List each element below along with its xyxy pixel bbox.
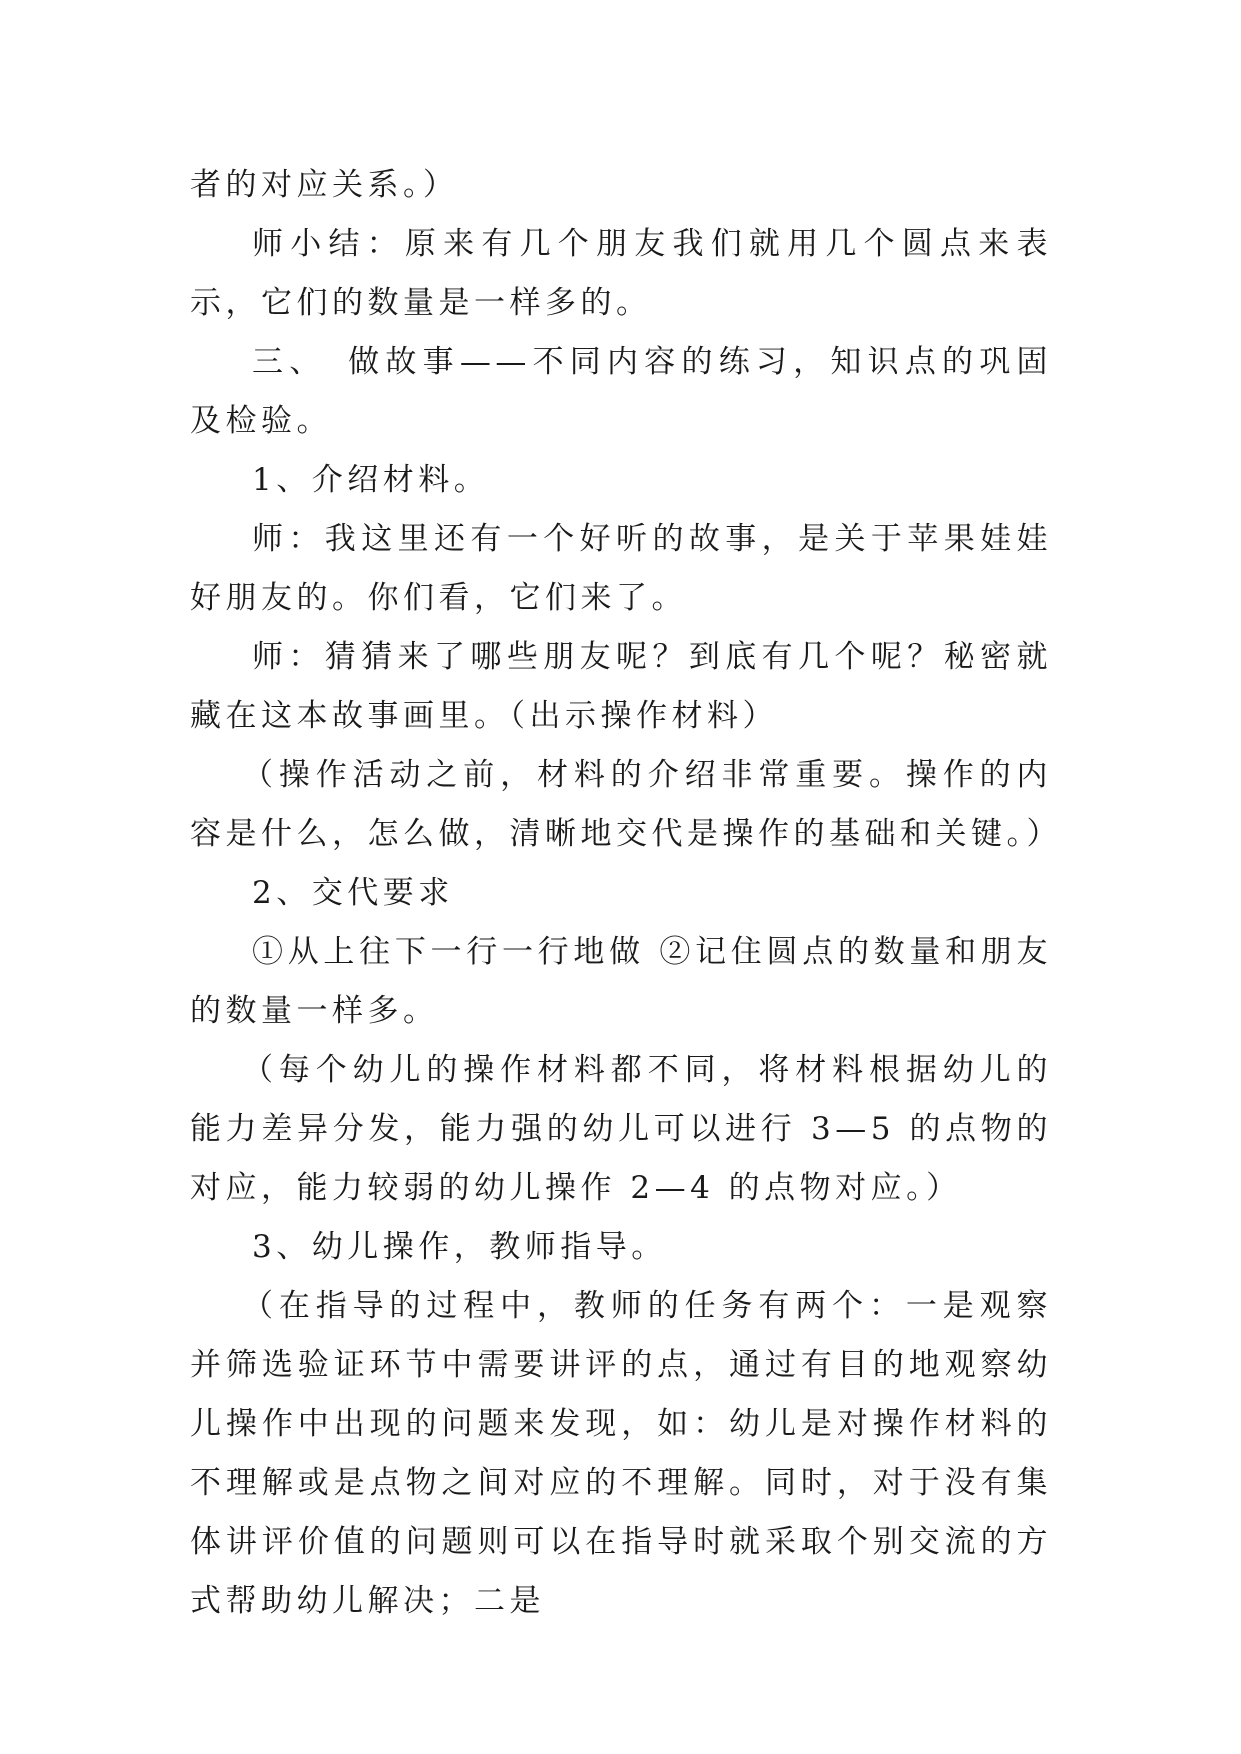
document-body xyxy=(190,156,1062,1631)
step-2-heading: 2、交代要求 xyxy=(252,875,454,911)
step-1-heading: 1、介绍材料。 xyxy=(252,462,490,498)
note-material-intro: （操作活动之前，材料的介绍非常重要。操作的内容是什么，怎么做，清晰地交代是操作的基础和关键。） xyxy=(190,757,1062,852)
paragraph-continuation: 者的对应关系。） xyxy=(190,167,459,203)
paragraph-teacher-guess: 师：猜猜来了哪些朋友呢？到底有几个呢？秘密就藏在这本故事画里。（出示操作材料） xyxy=(190,639,1052,734)
section-heading-3: 三、 做故事——不同内容的练习，知识点的巩固及检验。 xyxy=(190,344,1052,439)
note-material-distribution: （每个幼儿的操作材料都不同，将材料根据幼儿的能力差异分发，能力强的幼儿可以进行 3—5 的点物的对应，能力较弱的幼儿操作 2—4 的点物对应。） xyxy=(190,1052,1052,1206)
paragraph-requirements: ①从上往下一行一行地做 ②记住圆点的数量和朋友的数量一样多。 xyxy=(190,934,1052,1029)
paragraph-teacher-summary: 师小结：原来有几个朋友我们就用几个圆点来表示，它们的数量是一样多的。 xyxy=(190,226,1052,321)
step-3-heading: 3、幼儿操作，教师指导。 xyxy=(252,1229,667,1265)
paragraph-teacher-story: 师：我这里还有一个好听的故事，是关于苹果娃娃好朋友的。你们看，它们来了。 xyxy=(190,521,1052,616)
note-teacher-guidance: （在指导的过程中，教师的任务有两个：一是观察并筛选验证环节中需要讲评的点，通过有目的地观察幼儿操作中出现的问题来发现，如：幼儿是对操作材料的不理解或是点物之间对应的不理解。同时，对于没有集体讲评价值的问题则可以在指导时就采取个别交流的方式帮助幼儿解决；二是 xyxy=(190,1288,1052,1619)
